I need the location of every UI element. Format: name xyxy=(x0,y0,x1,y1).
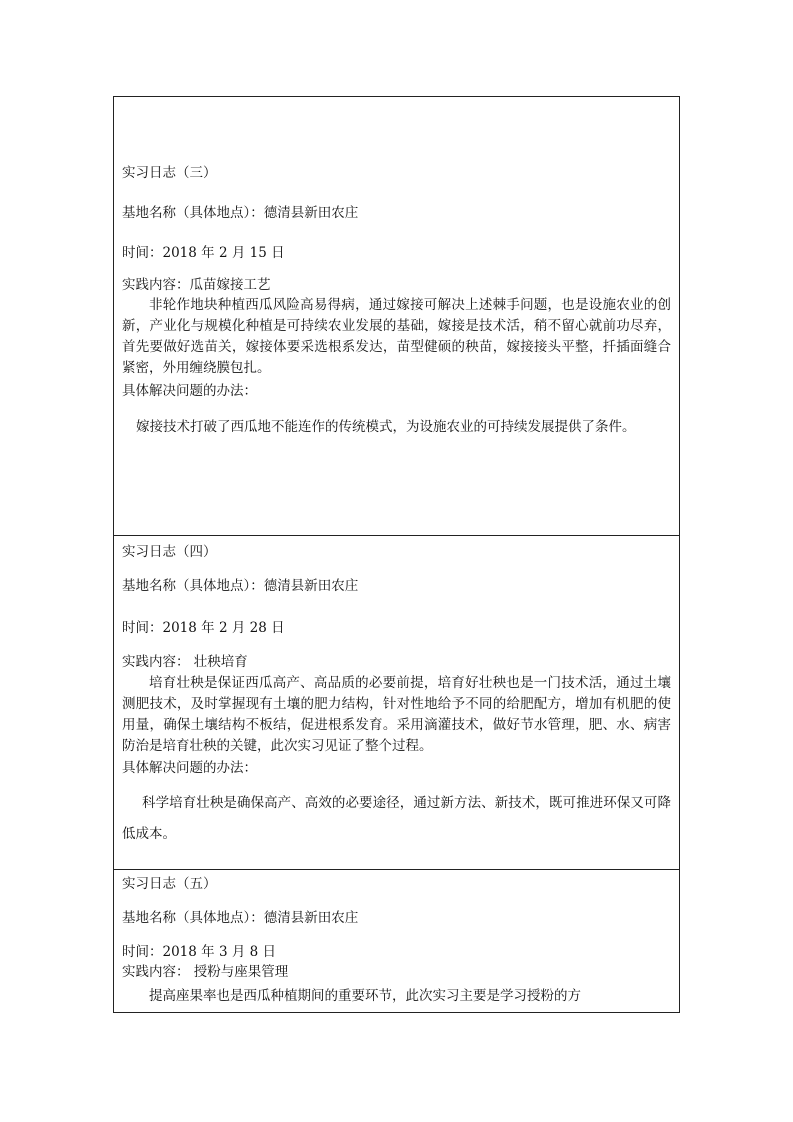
entry-title: 实习日志（三） xyxy=(122,165,217,181)
entry-solution-label: 具体解决问题的办法： xyxy=(122,383,257,399)
entry-content-label: 实践内容： 授粉与座果管理 xyxy=(122,964,289,980)
log-entry-3 xyxy=(114,97,679,535)
log-entry-5 xyxy=(114,869,679,1012)
entry-solution-label: 具体解决问题的办法： xyxy=(122,760,257,776)
entry-time: 时间：2018 年 2 月 15 日 xyxy=(122,245,285,261)
entry-base: 基地名称（具体地点）：德清县新田农庄 xyxy=(122,910,359,926)
entry-content-text: 非轮作地块种植西瓜风险高易得病，通过嫁接可解决上述棘手问题，也是设施农业的创新，产业化与规模化种植是可持续农业发展的基础，嫁接是技术活，稍不留心就前功尽弃，首先要做好选苗关，嫁接体要采选根系发达，苗型健硕的秧苗，嫁接接头平整，扦插面缝合紧密，外用缠绕膜包扎。 xyxy=(122,297,671,376)
log-table xyxy=(113,96,680,1013)
entry-solution-text: 嫁接技术打破了西瓜地不能连作的传统模式，为设施农业的可持续发展提供了条件。 xyxy=(136,419,636,435)
entry-content-text: 提高座果率也是西瓜种植期间的重要环节，此次实习主要是学习授粉的方 xyxy=(149,988,581,1004)
entry-title: 实习日志（四） xyxy=(122,544,217,560)
entry-base: 基地名称（具体地点）：德清县新田农庄 xyxy=(122,205,359,221)
entry-content-label: 实践内容：瓜苗嫁接工艺 xyxy=(122,277,271,293)
entry-solution-text: 科学培育壮秧是确保高产、高效的必要途径，通过新方法、新技术，既可推进环保又可降低成本。 xyxy=(122,795,671,842)
entry-time: 时间：2018 年 3 月 8 日 xyxy=(122,944,276,960)
log-entry-4 xyxy=(114,535,679,869)
entry-title: 实习日志（五） xyxy=(122,876,217,892)
entry-content-label: 实践内容： 壮秧培育 xyxy=(122,654,248,670)
entry-base: 基地名称（具体地点）：德清县新田农庄 xyxy=(122,578,359,594)
entry-time: 时间：2018 年 2 月 28 日 xyxy=(122,620,285,636)
entry-content-text: 培育壮秧是保证西瓜高产、高品质的必要前提，培育好壮秧也是一门技术活，通过土壤测肥技术，及时掌握现有土壤的肥力结构，针对性地给予不同的给肥配方，增加有机肥的使用量，确保土壤结构不板结，促进根系发育。采用滴灌技术，做好节水管理，肥、水、病害防治是培育壮秧的关键，此次实习见证了整个过程。 xyxy=(122,675,671,754)
